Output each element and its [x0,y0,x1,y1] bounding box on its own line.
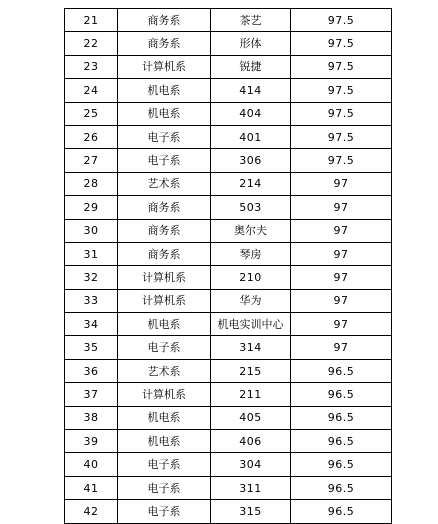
score-cell: 96.5 [291,453,392,476]
row-number: 39 [65,430,118,453]
score-cell: 96.5 [291,430,392,453]
room-cell: 311 [211,476,291,499]
table-row [65,430,392,453]
score-cell: 97 [291,313,392,336]
score-cell: 96.5 [291,500,392,523]
table-row [65,359,392,382]
row-number: 26 [65,125,118,148]
score-cell: 97 [291,266,392,289]
score-cell: 97 [291,336,392,359]
department-cell: 电子系 [118,125,211,148]
room-cell: 306 [211,149,291,172]
row-number: 25 [65,102,118,125]
table-row [65,172,392,195]
row-number: 41 [65,476,118,499]
room-cell: 210 [211,266,291,289]
room-cell: 503 [211,196,291,219]
table-row [65,289,392,312]
row-number: 33 [65,289,118,312]
score-cell: 97.5 [291,9,392,32]
department-cell: 商务系 [118,242,211,265]
room-cell: 茶艺 [211,9,291,32]
row-number: 28 [65,172,118,195]
row-number: 31 [65,242,118,265]
department-cell: 商务系 [118,219,211,242]
table-row [65,79,392,102]
score-cell: 97 [291,289,392,312]
room-cell: 406 [211,430,291,453]
room-cell: 315 [211,500,291,523]
score-cell: 96.5 [291,476,392,499]
score-cell: 97.5 [291,79,392,102]
table-row [65,9,392,32]
score-cell: 97.5 [291,125,392,148]
row-number: 40 [65,453,118,476]
table-row [65,313,392,336]
table-row [65,55,392,78]
score-cell: 97.5 [291,102,392,125]
row-number: 29 [65,196,118,219]
table-row [65,266,392,289]
room-cell: 405 [211,406,291,429]
room-cell: 奥尔夫 [211,219,291,242]
room-cell: 锐捷 [211,55,291,78]
department-cell: 机电系 [118,102,211,125]
row-number: 27 [65,149,118,172]
room-cell: 401 [211,125,291,148]
table-row [65,149,392,172]
department-cell: 电子系 [118,500,211,523]
score-cell: 97 [291,172,392,195]
score-cell: 97 [291,196,392,219]
row-number: 24 [65,79,118,102]
room-cell: 机电实训中心 [211,313,291,336]
department-cell: 机电系 [118,430,211,453]
table-row [65,125,392,148]
row-number: 23 [65,55,118,78]
row-number: 21 [65,9,118,32]
room-cell: 414 [211,79,291,102]
room-cell: 314 [211,336,291,359]
department-cell: 计算机系 [118,383,211,406]
score-table-body [65,9,392,524]
table-row [65,336,392,359]
department-cell: 商务系 [118,9,211,32]
department-cell: 计算机系 [118,55,211,78]
room-cell: 214 [211,172,291,195]
row-number: 32 [65,266,118,289]
room-cell: 211 [211,383,291,406]
department-cell: 计算机系 [118,266,211,289]
department-cell: 电子系 [118,149,211,172]
row-number: 42 [65,500,118,523]
score-cell: 97.5 [291,149,392,172]
table-row [65,406,392,429]
score-cell: 96.5 [291,406,392,429]
table-row [65,196,392,219]
row-number: 30 [65,219,118,242]
department-cell: 电子系 [118,476,211,499]
table-row [65,476,392,499]
score-cell: 97.5 [291,32,392,55]
row-number: 38 [65,406,118,429]
score-cell: 97.5 [291,55,392,78]
row-number: 22 [65,32,118,55]
department-cell: 计算机系 [118,289,211,312]
room-cell: 形体 [211,32,291,55]
row-number: 36 [65,359,118,382]
row-number: 35 [65,336,118,359]
department-cell: 机电系 [118,79,211,102]
department-cell: 电子系 [118,336,211,359]
score-cell: 97 [291,219,392,242]
room-cell: 琴房 [211,242,291,265]
score-table [64,8,392,524]
row-number: 37 [65,383,118,406]
row-number: 34 [65,313,118,336]
department-cell: 商务系 [118,32,211,55]
room-cell: 304 [211,453,291,476]
score-cell: 96.5 [291,359,392,382]
table-row [65,453,392,476]
department-cell: 艺术系 [118,172,211,195]
department-cell: 机电系 [118,406,211,429]
room-cell: 215 [211,359,291,382]
room-cell: 404 [211,102,291,125]
department-cell: 商务系 [118,196,211,219]
table-row [65,383,392,406]
score-cell: 96.5 [291,383,392,406]
table-row [65,102,392,125]
department-cell: 艺术系 [118,359,211,382]
score-cell: 97 [291,242,392,265]
table-row [65,242,392,265]
table-row [65,32,392,55]
room-cell: 华为 [211,289,291,312]
department-cell: 机电系 [118,313,211,336]
department-cell: 电子系 [118,453,211,476]
table-row [65,219,392,242]
